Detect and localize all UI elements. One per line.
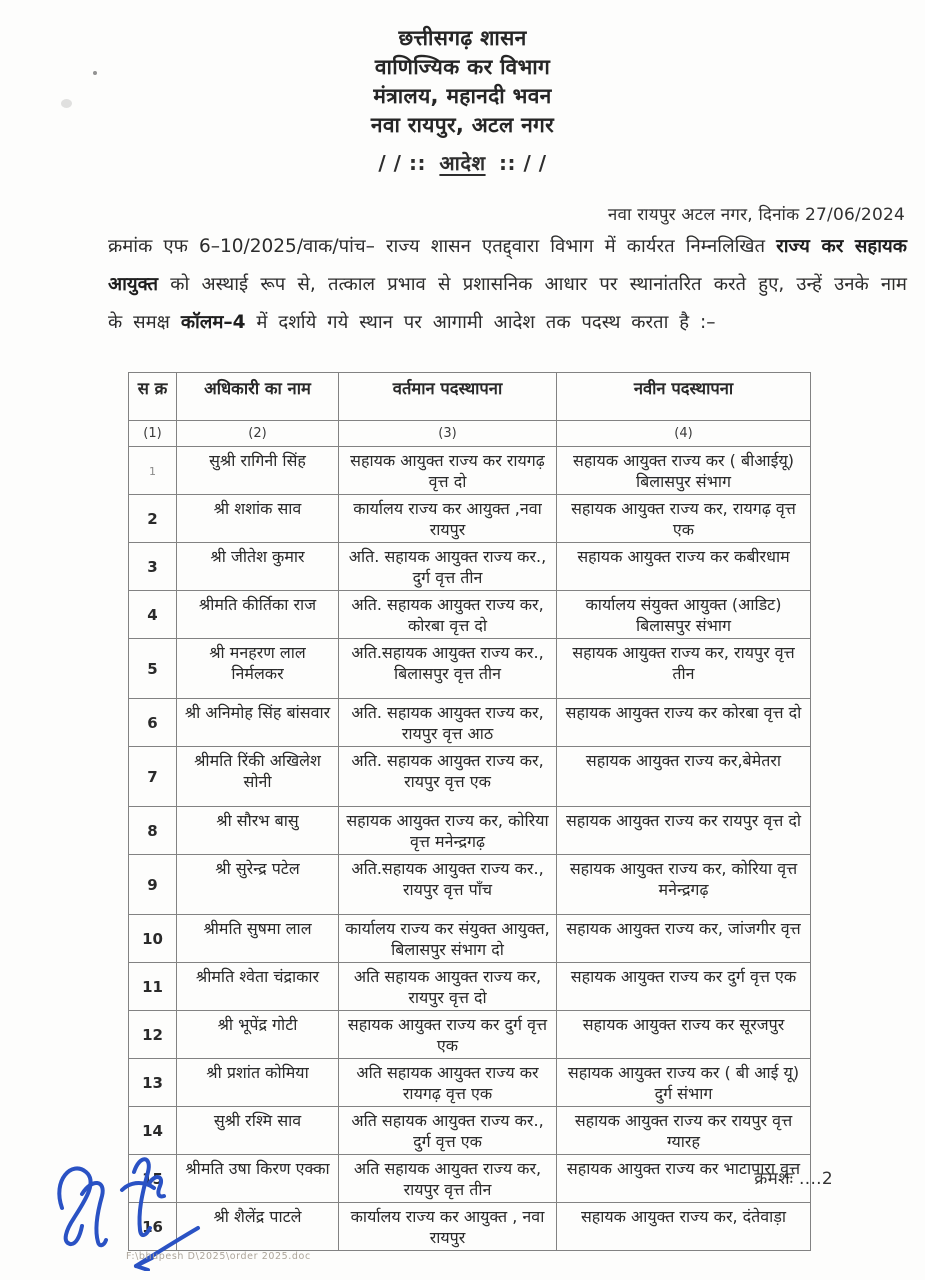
new-posting-cell: सहायक आयुक्त राज्य कर, दंतेवाड़ा (557, 1203, 811, 1251)
current-posting-cell: अति सहायक आयुक्त राज्य कर, रायपुर वृत्त दो (339, 963, 557, 1011)
serial-cell: 2 (129, 495, 177, 543)
serial-cell: 7 (129, 747, 177, 807)
header-officer-name: अधिकारी का नाम (177, 373, 339, 421)
header-new-posting: नवीन पदस्थापना (557, 373, 811, 421)
serial-cell: 14 (129, 1107, 177, 1155)
new-posting-cell: सहायक आयुक्त राज्य कर सूरजपुर (557, 1011, 811, 1059)
new-posting-cell: सहायक आयुक्त राज्य कर रायपुर वृत्त ग्यारह (557, 1107, 811, 1155)
officer-table-body (129, 447, 811, 1251)
table-row (129, 447, 811, 495)
officer-name-cell: श्री भूपेंद्र गोटी (177, 1011, 339, 1059)
current-posting-cell: अति. सहायक आयुक्त राज्य कर., दुर्ग वृत्त तीन (339, 543, 557, 591)
officer-name-cell: श्री शशांक साव (177, 495, 339, 543)
officer-name-cell: श्रीमति रिंकी अखिलेश सोनी (177, 747, 339, 807)
place-date-line: नवा रायपुर अटल नगर, दिनांक 27/06/2024 (607, 205, 905, 225)
header-serial: स क्र (129, 373, 177, 421)
new-posting-cell: सहायक आयुक्त राज्य कर रायपुर वृत्त दो (557, 807, 811, 855)
current-posting-cell: अति सहायक आयुक्त राज्य कर, रायपुर वृत्त तीन (339, 1155, 557, 1203)
paragraph-segment: क्रमांक एफ 6–10/2025/वाक/पांच– राज्य शासन एतद्द्वारा विभाग में कार्यरत निम्नलिखित (108, 236, 777, 257)
table-row (129, 591, 811, 639)
new-posting-cell: सहायक आयुक्त राज्य कर,बेमेतरा (557, 747, 811, 807)
order-heading-word: आदेश (439, 151, 486, 175)
current-posting-cell: अति. सहायक आयुक्त राज्य कर, रायपुर वृत्त आठ (339, 699, 557, 747)
new-posting-cell: सहायक आयुक्त राज्य कर, जांजगीर वृत्त (557, 915, 811, 963)
order-heading (0, 149, 925, 176)
table-row (129, 747, 811, 807)
table-row (129, 1059, 811, 1107)
officer-name-cell: श्रीमति सुषमा लाल (177, 915, 339, 963)
officer-name-cell: श्री जीतेश कुमार (177, 543, 339, 591)
table-header-row (129, 373, 811, 421)
header-current-posting: वर्तमान पदस्थापना (339, 373, 557, 421)
serial-cell: 12 (129, 1011, 177, 1059)
continuation-note: क्रमशः ....2 (754, 1169, 833, 1189)
serial-cell: 16 (129, 1203, 177, 1251)
new-posting-cell: सहायक आयुक्त राज्य कर दुर्ग वृत्त एक (557, 963, 811, 1011)
new-posting-cell: कार्यालय संयुक्त आयुक्त (आडिट) बिलासपुर संभाग (557, 591, 811, 639)
table-row (129, 495, 811, 543)
serial-cell: 11 (129, 963, 177, 1011)
serial-cell: 3 (129, 543, 177, 591)
order-paragraph (108, 228, 907, 342)
table-row (129, 1107, 811, 1155)
order-heading-suffix: :: / / (499, 151, 547, 175)
officer-name-cell: श्री सौरभ बासु (177, 807, 339, 855)
order-heading-prefix: / / :: (378, 151, 426, 175)
officer-name-cell: श्रीमति कीर्तिका राज (177, 591, 339, 639)
table-row (129, 963, 811, 1011)
serial-cell: 8 (129, 807, 177, 855)
paragraph-bold-segment: राज्य कर सहायक आयुक्त (108, 236, 907, 295)
table-row (129, 915, 811, 963)
officer-name-cell: श्रीमति उषा किरण एक्का (177, 1155, 339, 1203)
column-number-row (129, 421, 811, 447)
column-number-3: (3) (339, 421, 557, 447)
current-posting-cell: सहायक आयुक्त राज्य कर दुर्ग वृत्त एक (339, 1011, 557, 1059)
serial-cell: 13 (129, 1059, 177, 1107)
new-posting-cell: सहायक आयुक्त राज्य कर, रायपुर वृत्त तीन (557, 639, 811, 699)
officer-name-cell: श्रीमति श्वेता चंद्राकार (177, 963, 339, 1011)
current-posting-cell: सहायक आयुक्त राज्य कर, कोरिया वृत्त मनेन्द्रगढ़ (339, 807, 557, 855)
table-row (129, 543, 811, 591)
department-name: वाणिज्यिक कर विभाग (374, 55, 551, 79)
officer-name-cell: श्री प्रशांत कोमिया (177, 1059, 339, 1107)
serial-cell: 15 (129, 1155, 177, 1203)
table-row (129, 1203, 811, 1251)
current-posting-cell: कार्यालय राज्य कर संयुक्त आयुक्त, बिलासपुर संभाग दो (339, 915, 557, 963)
serial-cell: 9 (129, 855, 177, 915)
current-posting-cell: अति सहायक आयुक्त राज्य कर रायगढ़ वृत्त एक (339, 1059, 557, 1107)
table-row (129, 807, 811, 855)
officer-name-cell: सुश्री रश्मि साव (177, 1107, 339, 1155)
officer-name-cell: श्री शैलेंद्र पाटले (177, 1203, 339, 1251)
letterhead (0, 24, 925, 176)
new-posting-cell: सहायक आयुक्त राज्य कर भाटापारा वृत्त (557, 1155, 811, 1203)
new-posting-cell: सहायक आयुक्त राज्य कर ( बी आई यू) दुर्ग संभाग (557, 1059, 811, 1107)
current-posting-cell: कार्यालय राज्य कर आयुक्त , नवा रायपुर (339, 1203, 557, 1251)
serial-cell: 5 (129, 639, 177, 699)
current-posting-cell: अति.सहायक आयुक्त राज्य कर., रायपुर वृत्त पाँच (339, 855, 557, 915)
table-row (129, 1155, 811, 1203)
serial-cell: 10 (129, 915, 177, 963)
new-posting-cell: सहायक आयुक्त राज्य कर ( बीआईयू) बिलासपुर संभाग (557, 447, 811, 495)
serial-cell: 1 (129, 447, 177, 495)
new-posting-cell: सहायक आयुक्त राज्य कर, रायगढ़ वृत्त एक (557, 495, 811, 543)
officer-name-cell: सुश्री रागिनी सिंह (177, 447, 339, 495)
current-posting-cell: अति.सहायक आयुक्त राज्य कर., बिलासपुर वृत्त तीन (339, 639, 557, 699)
current-posting-cell: सहायक आयुक्त राज्य कर रायगढ़ वृत्त दो (339, 447, 557, 495)
table-row (129, 855, 811, 915)
table-row (129, 699, 811, 747)
ministry-building: मंत्रालय, महानदी भवन (373, 84, 552, 108)
table-row (129, 639, 811, 699)
transfer-table (128, 372, 811, 1251)
serial-cell: 6 (129, 699, 177, 747)
current-posting-cell: अति. सहायक आयुक्त राज्य कर, रायपुर वृत्त एक (339, 747, 557, 807)
table-row (129, 1011, 811, 1059)
officer-name-cell: श्री मनहरण लाल निर्मलकर (177, 639, 339, 699)
new-posting-cell: सहायक आयुक्त राज्य कर, कोरिया वृत्त मनेन्द्रगढ़ (557, 855, 811, 915)
footer-file-path: F:\bhupesh D\2025\order 2025.doc (126, 1251, 311, 1262)
column-number-4: (4) (557, 421, 811, 447)
current-posting-cell: कार्यालय राज्य कर आयुक्त ,नवा रायपुर (339, 495, 557, 543)
column-number-1: (1) (129, 421, 177, 447)
paragraph-segment: में दर्शाये गये स्थान पर आगामी आदेश तक पदस्थ करता है :– (245, 312, 716, 333)
paragraph-segment: को अस्थाई रूप से, तत्काल प्रभाव से प्रशासनिक आधार पर स्थानांतरित करते हुए, उन्हें उनके नाम के समक्ष (108, 274, 907, 333)
serial-cell: 4 (129, 591, 177, 639)
column-number-2: (2) (177, 421, 339, 447)
new-posting-cell: सहायक आयुक्त राज्य कर कबीरधाम (557, 543, 811, 591)
current-posting-cell: अति सहायक आयुक्त राज्य कर., दुर्ग वृत्त एक (339, 1107, 557, 1155)
new-posting-cell: सहायक आयुक्त राज्य कर कोरबा वृत्त दो (557, 699, 811, 747)
paragraph-bold-segment: कॉलम–4 (180, 312, 246, 333)
current-posting-cell: अति. सहायक आयुक्त राज्य कर, कोरबा वृत्त दो (339, 591, 557, 639)
government-name: छत्तीसगढ़ शासन (398, 26, 527, 50)
officer-name-cell: श्री अनिमोह सिंह बांसवार (177, 699, 339, 747)
officer-name-cell: श्री सुरेन्द्र पटेल (177, 855, 339, 915)
city-line: नवा रायपुर, अटल नगर (370, 113, 555, 137)
